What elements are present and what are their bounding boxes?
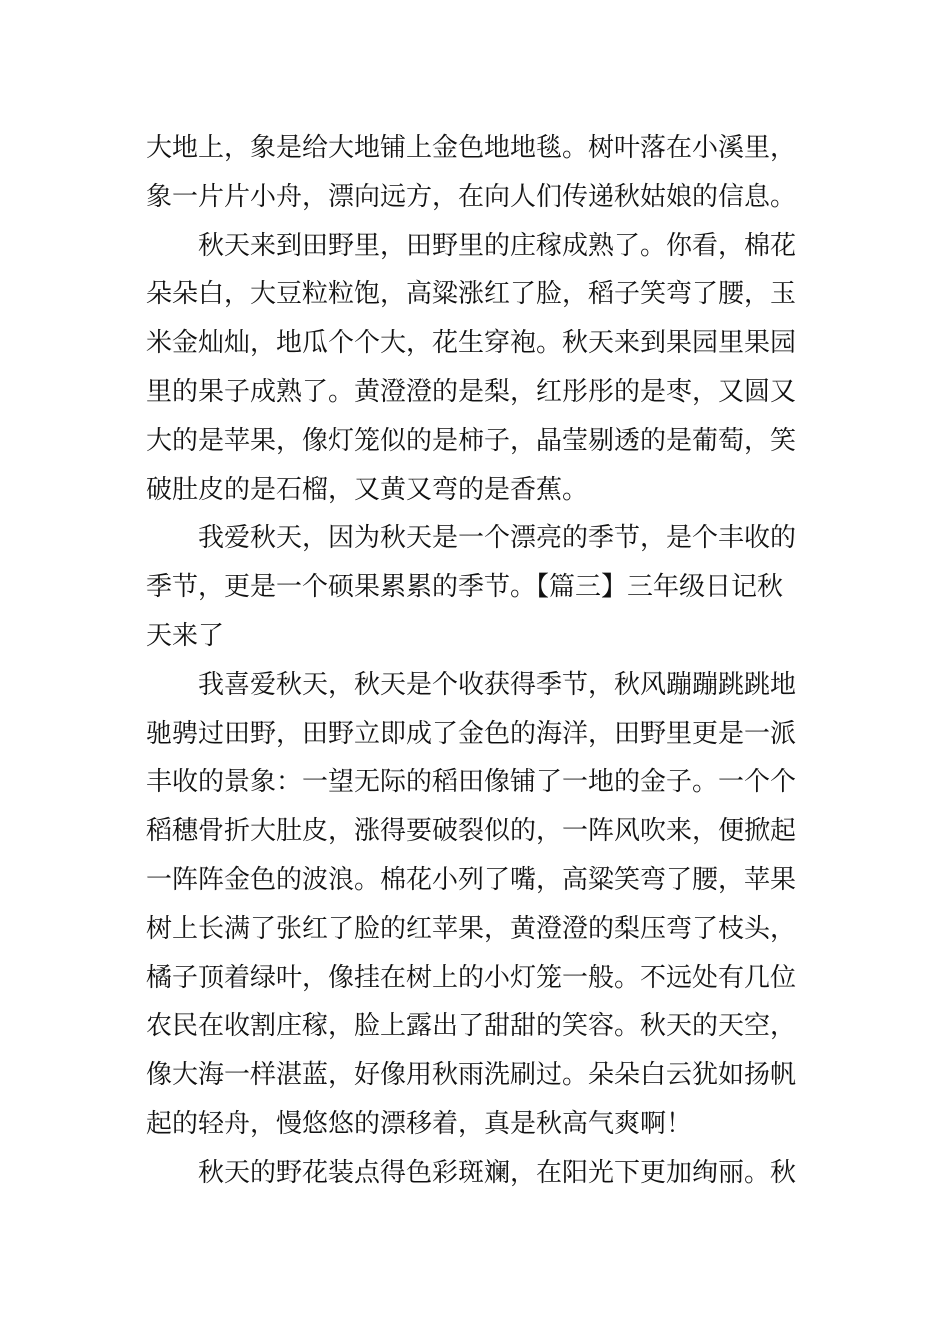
text-line: 农民在收割庄稼，脸上露出了甜甜的笑容。秋天的天空， — [146, 1011, 797, 1042]
document-body — [146, 124, 810, 1198]
text-line: 秋天的野花装点得色彩斑斓，在阳光下更加绚丽。秋 — [198, 1157, 797, 1188]
text-line: 里的果子成熟了。黄澄澄的是梨，红彤彤的是枣，又圆又 — [146, 376, 797, 407]
text-line: 驰骋过田野，田野立即成了金色的海洋，田野里更是一派 — [146, 718, 797, 749]
text-line: 橘子顶着绿叶，像挂在树上的小灯笼一般。不远处有几位 — [146, 962, 797, 993]
text-line: 起的轻舟，慢悠悠的漂移着，真是秋高气爽啊！ — [146, 1108, 693, 1139]
text-line: 像大海一样湛蓝，好像用秋雨洗刷过。朵朵白云犹如扬帆 — [146, 1060, 797, 1091]
text-line: 大的是苹果，像灯笼似的是柿子，晶莹剔透的是葡萄，笑 — [146, 425, 797, 456]
text-line: 秋天来到田野里，田野里的庄稼成熟了。你看，棉花 — [198, 230, 797, 261]
text-line: 朵朵白，大豆粒粒饱，高粱涨红了脸，稻子笑弯了腰，玉 — [146, 279, 797, 310]
text-line: 一阵阵金色的波浪。棉花小列了嘴，高粱笑弯了腰，苹果 — [146, 864, 797, 895]
text-line: 破肚皮的是石榴，又黄又弯的是香蕉。 — [146, 474, 589, 505]
text-line: 米金灿灿，地瓜个个大，花生穿袍。秋天来到果园里果园 — [146, 328, 797, 359]
text-line: 我爱秋天，因为秋天是一个漂亮的季节，是个丰收的 — [198, 523, 797, 554]
text-line: 树上长满了张红了脸的红苹果，黄澄澄的梨压弯了枝头， — [146, 913, 797, 944]
text-line: 丰收的景象：一望无际的稻田像铺了一地的金子。一个个 — [146, 767, 797, 798]
text-line: 季节，更是一个硕果累累的季节。【篇三】三年级日记秋 — [146, 572, 784, 603]
text-line: 天来了 — [146, 620, 225, 651]
text-line: 稻穗骨折大肚皮，涨得要破裂似的，一阵风吹来，便掀起 — [146, 816, 797, 847]
text-line: 大地上，象是给大地铺上金色地地毯。树叶落在小溪里， — [146, 133, 797, 163]
text-line: 我喜爱秋天，秋天是个收获得季节，秋风蹦蹦跳跳地 — [198, 669, 797, 700]
text-line: 象一片片小舟，漂向远方，在向人们传递秋姑娘的信息。 — [146, 181, 797, 212]
